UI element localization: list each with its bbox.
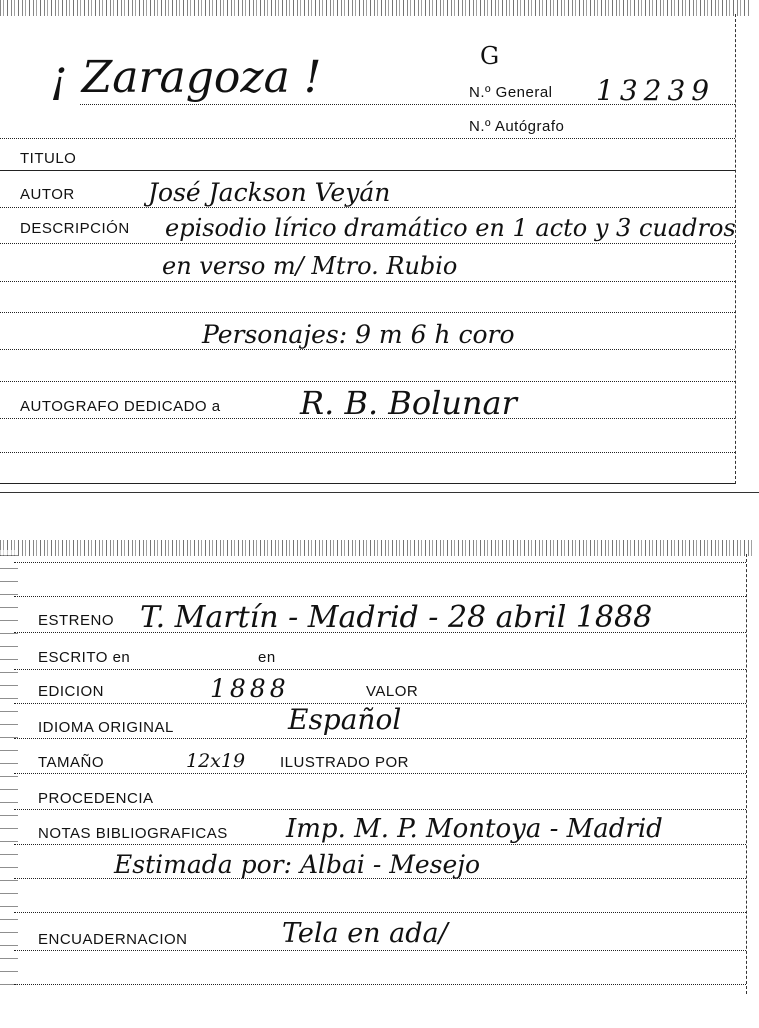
line-descripcion-2 <box>0 281 735 282</box>
notas-line-2: Estimada por: Albai - Mesejo <box>114 850 481 879</box>
titulo-label: TITULO <box>20 150 77 167</box>
line-estreno <box>14 632 746 633</box>
personajes-note: Personajes: 9 m 6 h coro <box>202 320 515 349</box>
dedicado-label: AUTOGRAFO DEDICADO a <box>20 398 221 415</box>
edicion-value: 1888 <box>210 674 290 703</box>
idioma-value: Español <box>288 703 402 736</box>
line-general <box>80 104 735 105</box>
line-notas-2 <box>14 878 746 879</box>
estreno-value: T. Martín - Madrid - 28 abril 1888 <box>140 600 653 635</box>
descripcion-label: DESCRIPCIÓN <box>20 220 130 237</box>
catalog-card-bottom <box>0 540 759 1028</box>
estreno-label: ESTRENO <box>38 612 115 629</box>
line-top-1 <box>14 562 746 563</box>
notas-label: NOTAS BIBLIOGRAFICAS <box>38 825 228 842</box>
card-separator <box>0 492 759 493</box>
autor-label: AUTOR <box>20 186 75 203</box>
escrito-label: ESCRITO en <box>38 649 131 666</box>
autografo-number-label: N.º Autógrafo <box>469 118 565 135</box>
scan-noise-bottom <box>0 540 752 556</box>
valor-label: VALOR <box>366 683 419 700</box>
line-tamano <box>14 773 746 774</box>
line-top-2 <box>14 596 746 597</box>
dedicado-value: R. B. Bolunar <box>300 384 517 422</box>
escrito-en-label: en <box>258 649 276 666</box>
descripcion-line-2: en verso m/ Mtro. Rubio <box>162 252 458 280</box>
general-number-label: N.º General <box>469 84 553 101</box>
encuadernacion-label: ENCUADERNACION <box>38 931 188 948</box>
tamano-value: 12x19 <box>186 750 246 772</box>
line-escrito <box>14 669 746 670</box>
edicion-label: EDICION <box>38 683 105 700</box>
line-personajes <box>0 349 735 350</box>
general-number-value: 13239 <box>596 74 716 107</box>
line-encuadernacion <box>14 950 746 951</box>
ilustrado-label: ILUSTRADO POR <box>280 754 410 771</box>
idioma-label: IDIOMA ORIGINAL <box>38 719 174 736</box>
line-bottom-top-card <box>0 483 735 484</box>
line-blank-3 <box>0 452 735 453</box>
line-blank-1 <box>0 312 735 313</box>
line-autor <box>0 207 735 208</box>
corner-mark: G <box>480 42 500 70</box>
descripcion-line-1: episodio lírico dramático en 1 acto y 3 cuadros <box>165 214 736 242</box>
line-notas-1 <box>14 844 746 845</box>
card-right-border <box>735 14 736 484</box>
line-procedencia <box>14 809 746 810</box>
procedencia-label: PROCEDENCIA <box>38 790 154 807</box>
encuadernacion-value: Tela en ada/ <box>282 918 448 949</box>
notas-line-1: Imp. M. P. Montoya - Madrid <box>286 814 663 844</box>
card-title: ¡ Zaragoza ! <box>50 52 322 103</box>
line-descripcion-1 <box>0 243 735 244</box>
line-dedicado <box>0 418 735 419</box>
line-autografo <box>0 138 735 139</box>
autor-value: José Jackson Veyán <box>148 178 391 207</box>
line-blank-5 <box>14 984 746 985</box>
line-blank-2 <box>0 381 735 382</box>
scan-noise-top <box>0 0 750 16</box>
line-titulo <box>0 170 735 171</box>
scan-noise-left <box>0 550 18 990</box>
line-blank-4 <box>14 912 746 913</box>
tamano-label: TAMAÑO <box>38 754 105 771</box>
catalog-card-top <box>0 0 759 495</box>
card-right-border-bottom <box>746 554 747 994</box>
line-idioma <box>14 738 746 739</box>
